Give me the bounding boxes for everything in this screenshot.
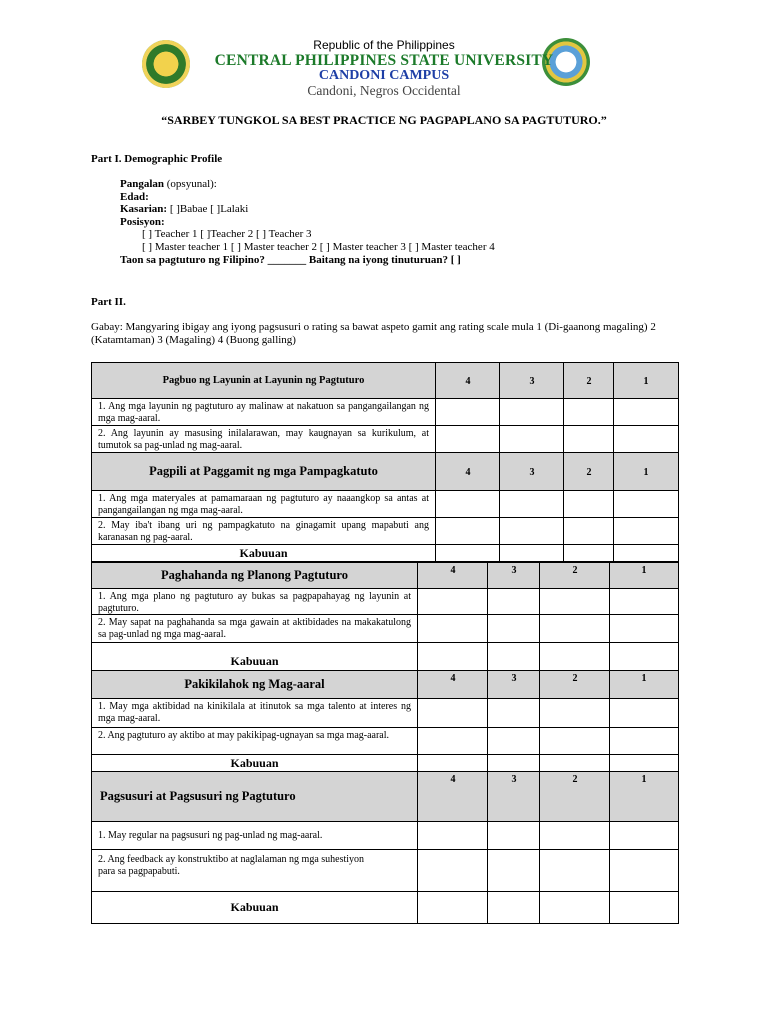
rating-header-4: 4 [418,772,488,822]
rating-cell-1[interactable] [610,728,678,755]
rating-cell-3[interactable] [500,518,564,545]
rating-cell-2[interactable] [564,426,614,453]
total-cell-1[interactable] [610,643,678,671]
university-name: CENTRAL PHILIPPINES STATE UNIVERSITY [214,52,554,69]
rating-cell-4[interactable] [436,399,500,426]
rating-cell-4[interactable] [418,728,488,755]
section-5-item-1: 1. May regular na pagsusuri ng pag-unlad ng mag-aaral. [92,822,418,850]
posisyon-options-row1: [ ] Teacher 1 [ ]Teacher 2 [ ] Teacher 3 [142,228,312,240]
section-4-kabuuan [92,755,418,772]
rating-header-1: 1 [614,363,678,399]
section-3-header [92,563,418,589]
section-1-title: Pagbuo ng Layunin at Layunin ng Pagtuturo [162,375,365,386]
section-3-title: Paghahanda ng Planong Pagtuturo [161,568,348,582]
rating-header-2: 2 [564,363,614,399]
rating-cell-3[interactable] [488,615,540,643]
rating-cell-2[interactable] [564,399,614,426]
rating-header-4: 4 [436,363,500,399]
rating-cell-2[interactable] [540,699,610,728]
section-4-title: Pakikilahok ng Mag-aaral [184,677,325,691]
gabay-instructions: Gabay: Mangyaring ibigay ang iyong pagsusuri o rating sa bawat aspeto gamit ang rating scale mula 1 (Di-gaanong magaling) 2 (Katamtaman) 3 (Magaling) 4 (Buong galling) [91,321,656,346]
rating-cell-2[interactable] [540,589,610,615]
section-2-item-2: 2. May iba't ibang uri ng pampagkatuto na ginagamit upang mapabuti ang karanasan ng pag-aaral. [92,518,436,545]
rating-header-3: 3 [500,453,564,491]
rating-cell-2[interactable] [540,728,610,755]
rating-cell-1[interactable] [614,426,678,453]
survey-title: “SARBEY TUNGKOL SA BEST PRACTICE NG PAGPAPLANO SA PAGTUTURO.” [161,113,607,127]
rating-cell-2[interactable] [564,491,614,518]
total-cell-4[interactable] [418,892,488,923]
pangalan-line [120,178,217,190]
rating-cell-2[interactable] [540,822,610,850]
rating-header-3: 3 [488,772,540,822]
total-cell-4[interactable] [418,643,488,671]
part1-title: Part I. Demographic Profile [91,153,223,165]
rating-cell-4[interactable] [436,518,500,545]
rating-cell-2[interactable] [540,850,610,892]
section-3-kabuuan [92,643,418,671]
rating-cell-3[interactable] [488,589,540,615]
pangalan-note: (opsyunal): [166,178,217,190]
rating-table-a [91,362,679,562]
rating-header-2: 2 [540,671,610,699]
section-5-kabuuan [92,892,418,923]
rating-cell-1[interactable] [610,850,678,892]
rating-cell-1[interactable] [614,491,678,518]
rating-cell-1[interactable] [610,699,678,728]
rating-cell-3[interactable] [488,850,540,892]
campus-location: Candoni, Negros Occidental [307,83,461,98]
total-cell-3[interactable] [488,755,540,772]
total-cell-1[interactable] [614,545,678,561]
rating-cell-4[interactable] [418,822,488,850]
total-cell-2[interactable] [540,755,610,772]
section-3-item-1: 1. Ang mga plano ng pagtuturo ay bukas sa pagpapahayag ng layunin at pagtuturo. [92,589,418,615]
kasarian-options: [ ]Babae [ ]Lalaki [169,203,249,215]
rating-header-1: 1 [610,772,678,822]
edad-label: Edad: [120,191,149,203]
section-1-item-1: 1. Ang mga layunin ng pagtuturo ay malinaw at nakatuon sa pangangailangan ng mga mag-aaral. [92,399,436,426]
section-3-item-2: 2. May sapat na paghahanda sa mga gawain at aktibidades na makakatulong sa pag-unlad ng mga mag-aaral. [92,615,418,643]
rating-cell-1[interactable] [610,589,678,615]
rating-cell-4[interactable] [418,699,488,728]
taon-line: Taon sa pagtuturo ng Filipino? _______ Baitang na iyong tinuturuan? [ ] [120,254,461,266]
rating-cell-3[interactable] [488,822,540,850]
total-cell-3[interactable] [488,892,540,923]
rating-header-3: 3 [488,671,540,699]
kabuuan-label: Kabuuan [230,654,279,668]
rating-cell-2[interactable] [540,615,610,643]
rating-cell-4[interactable] [436,426,500,453]
section-5-title: Pagsusuri at Pagsusuri ng Pagtuturo [100,789,296,803]
rating-header-3: 3 [488,563,540,589]
rating-header-4: 4 [418,563,488,589]
kasarian-line [120,203,248,215]
kabuuan-label: Kabuuan [230,755,279,770]
rating-header-1: 1 [610,563,678,589]
rating-cell-3[interactable] [500,491,564,518]
total-cell-4[interactable] [436,545,500,561]
pangalan-label: Pangalan [120,178,165,190]
total-cell-3[interactable] [488,643,540,671]
campus-name: CANDONI CAMPUS [318,68,450,83]
rating-cell-1[interactable] [614,518,678,545]
kabuuan-label: Kabuuan [230,900,279,914]
posisyon-options-row2: [ ] Master teacher 1 [ ] Master teacher 2 [ ] Master teacher 3 [ ] Master teacher 4 [142,241,495,253]
total-cell-1[interactable] [610,755,678,772]
rating-header-2: 2 [540,563,610,589]
rating-cell-1[interactable] [610,615,678,643]
part2-title: Part II. [91,296,126,308]
rating-header-3: 3 [500,363,564,399]
rating-cell-4[interactable] [436,491,500,518]
section-4-header [92,671,418,699]
rating-header-2: 2 [540,772,610,822]
total-cell-2[interactable] [540,892,610,923]
rating-header-1: 1 [614,453,678,491]
rating-cell-3[interactable] [488,728,540,755]
section-2-item-1: 1. Ang mga materyales at pamamaraan ng pagtuturo ay naaangkop sa antas at pangangailangan ng mga mag-aaral. [92,491,436,518]
rating-table-b [91,562,679,924]
rating-cell-4[interactable] [418,615,488,643]
rating-header-4: 4 [436,453,500,491]
republic-line: Republic of the Philippines [313,38,455,52]
section-5-header [92,772,418,822]
section-1-item-2: 2. Ang layunin ay masusing inilalarawan, may kaugnayan sa kurikulum, at tumutok sa pag-unlad ng mag-aaral. [92,426,436,453]
kasarian-label: Kasarian: [120,203,168,215]
section-5-item-2: 2. Ang feedback ay konstruktibo at naglalaman ng mga suhestiyon para sa pagpapabuti. [92,850,418,892]
section-2-title: Pagpili at Paggamit ng mga Pampagkatuto [149,464,378,478]
section-2-header [92,453,436,491]
section-4-item-2: 2. Ang pagtuturo ay aktibo at may pakikipag-ugnayan sa mga mag-aaral. [92,728,418,755]
rating-cell-4[interactable] [418,589,488,615]
section-4-item-1: 1. May mga aktibidad na kinikilala at itinutok sa mga talento at interes ng mga mag-aaral. [92,699,418,728]
rating-cell-4[interactable] [418,850,488,892]
rating-cell-3[interactable] [488,699,540,728]
rating-header-4: 4 [418,671,488,699]
rating-header-2: 2 [564,453,614,491]
rating-cell-3[interactable] [500,426,564,453]
rating-cell-1[interactable] [614,399,678,426]
total-cell-1[interactable] [610,892,678,923]
rating-cell-1[interactable] [610,822,678,850]
total-cell-3[interactable] [500,545,564,561]
rating-header-1: 1 [610,671,678,699]
rating-cell-3[interactable] [500,399,564,426]
total-cell-2[interactable] [540,643,610,671]
posisyon-label: Posisyon: [120,216,165,228]
total-cell-2[interactable] [564,545,614,561]
section-1-header [92,363,436,399]
total-cell-4[interactable] [418,755,488,772]
rating-cell-2[interactable] [564,518,614,545]
section-2-kabuuan [92,545,436,561]
kabuuan-label: Kabuuan [239,545,288,560]
